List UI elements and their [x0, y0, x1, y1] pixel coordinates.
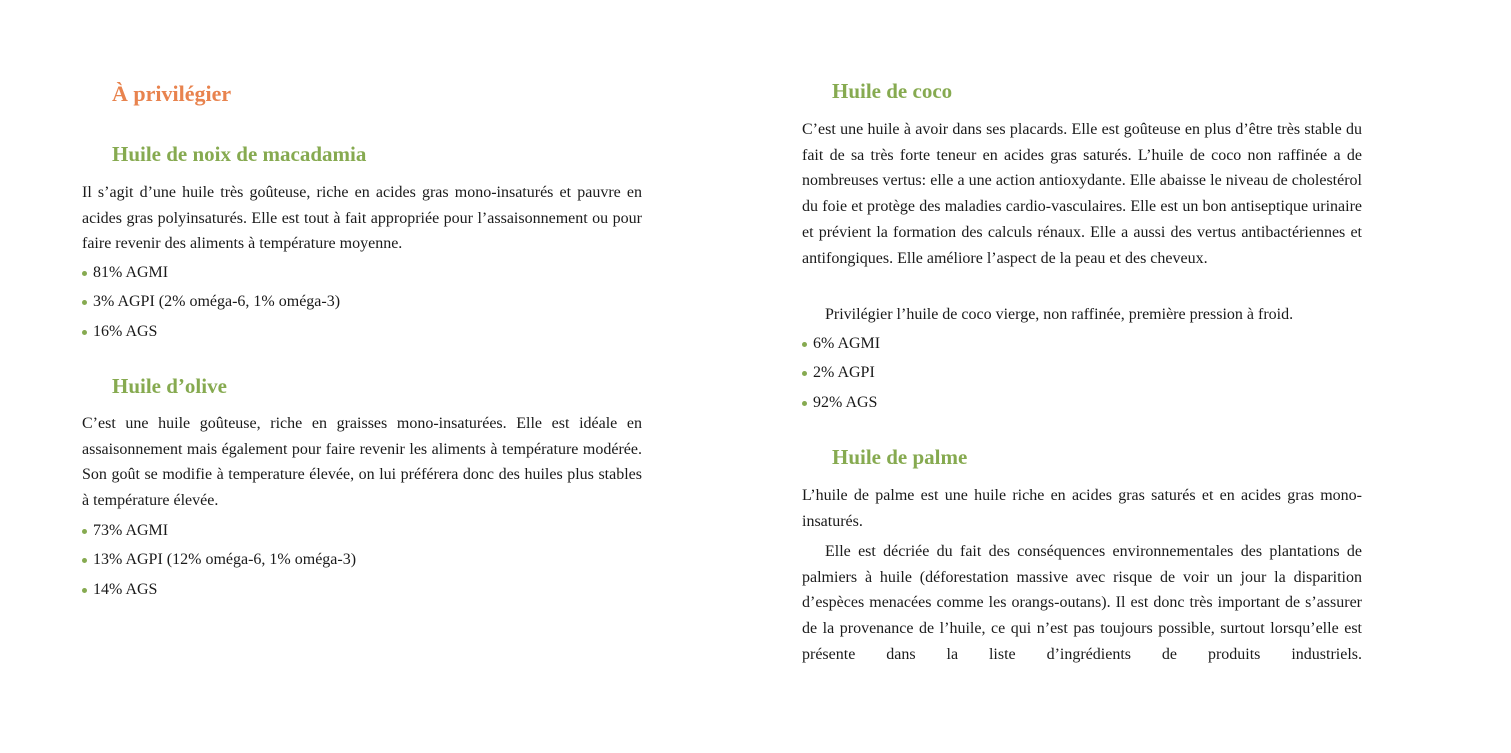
section-title: À privilégier	[112, 81, 232, 106]
list-item: 81% AGMI	[82, 258, 642, 287]
palme-title: Huile de palme	[832, 445, 968, 469]
list-item: 3% AGPI (2% oméga-6, 1% oméga-3)	[82, 287, 642, 316]
palme-paragraph: L’huile de palme est une huile riche en acides gras saturés et en acides gras mono-insaturés.	[802, 487, 1362, 530]
coco-tip: Privilégier l’huile de coco vierge, non raffinée, première pression à froid.	[825, 306, 1294, 323]
list-item: 16% AGS	[82, 317, 642, 346]
olive-title: Huile d’olive	[112, 374, 227, 398]
olive-facts	[82, 516, 642, 604]
olive-paragraph: C’est une huile goûteuse, riche en graisses mono-insaturées. Elle est idéale en assaisonnement mais également pour faire revenir les aliments à température modérée. Son goût se modifie à temperature élevée, on lui préférera donc des huiles plus stables à température élevée.	[82, 415, 642, 510]
list-item: 73% AGMI	[82, 516, 642, 545]
coco-facts	[802, 329, 1362, 417]
palme-paragraph-2: Elle est décriée du fait des conséquences environnementales des plantations de palmiers à huile (déforestation massive avec risque de voir un jour la disparition d’espèces menacées comme les orangs-outans). Il est donc très important de s’assurer de la provenance de l’huile, ce qui n’est pas toujours possible, surtout lorsqu’elle est présente dans la liste d’ingrédients de produits industriels.	[802, 543, 1362, 663]
macadamia-facts	[82, 258, 642, 346]
macadamia-title: Huile de noix de macadamia	[112, 142, 367, 166]
coco-title: Huile de coco	[832, 79, 953, 103]
macadamia-paragraph: Il s’agit d’une huile très goûteuse, riche en acides gras mono-insaturés et pauvre en acides gras polyinsaturés. Elle est tout à fait appropriée pour l’assaisonnement ou pour faire revenir des aliments à température moyenne.	[82, 184, 642, 253]
list-item: 92% AGS	[802, 388, 1362, 417]
coco-paragraph: C’est une huile à avoir dans ses placards. Elle est goûteuse en plus d’être très stable du fait de sa très forte teneur en acides gras saturés. L’huile de coco non raffinée a de nombreuses vertus: elle a une action antioxydante. Elle abaisse le niveau de cholestérol du foie et protège des maladies cardio-vasculaires. Elle est un bon antiseptique urinaire et prévient la formation des calculs rénaux. Elle a aussi des vertus antibactériennes et antifongiques. Elle améliore l’aspect de la peau et des cheveux.	[802, 121, 1362, 267]
list-item: 2% AGPI	[802, 358, 1362, 387]
list-item: 6% AGMI	[802, 329, 1362, 358]
list-item: 14% AGS	[82, 575, 642, 604]
list-item: 13% AGPI (12% oméga-6, 1% oméga-3)	[82, 545, 642, 574]
